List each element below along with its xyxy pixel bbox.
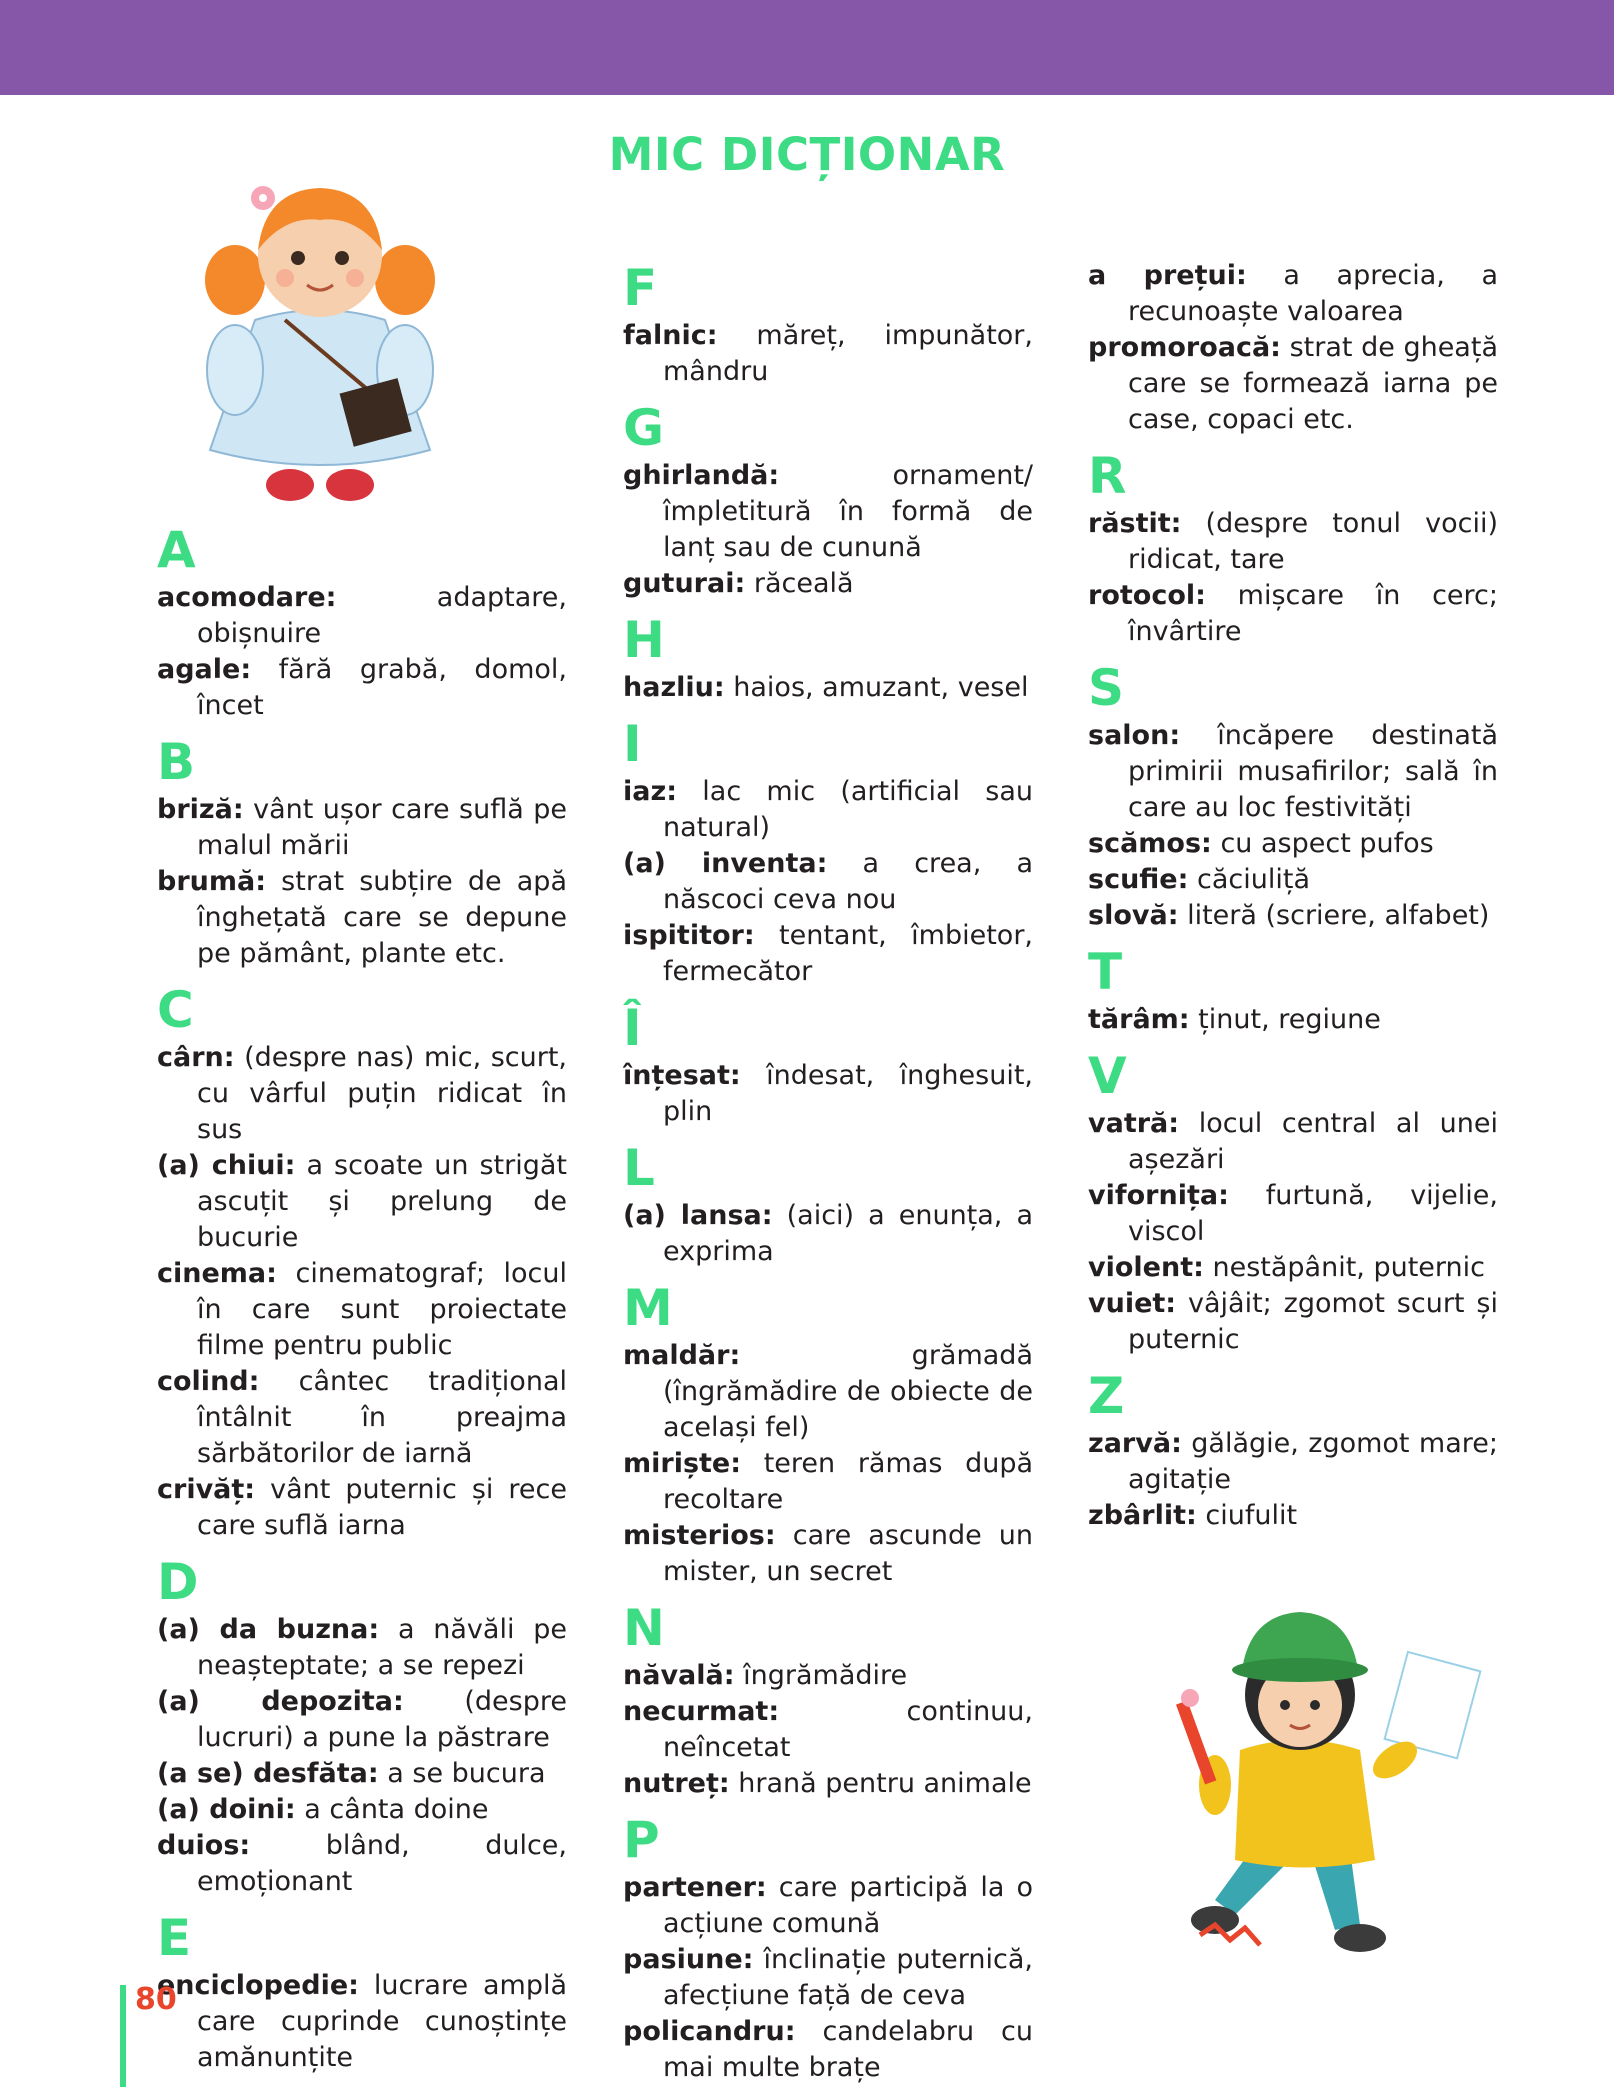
entry-term: guturai: [623,568,746,599]
entry-term: cârn: [157,1042,235,1073]
entry-definition: mișcare în cerc; învârtire [1128,580,1498,647]
entry-term: violent: [1088,1252,1204,1283]
letter-section [157,1908,567,2076]
entry-term: partener: [623,1872,767,1903]
section-letter: R [1088,447,1127,505]
section-letter: F [623,259,658,317]
entry-definition: vânt ușor care suflă pe malul mării [197,794,567,861]
entry-term: vifornița: [1088,1180,1229,1211]
entry-definition: a scoate un strigăt ascuțit și prelung de bucurie [197,1150,567,1253]
entry-definition: a se bucura [378,1758,546,1789]
dictionary-entry [623,1694,1033,1766]
section-letter: P [623,1811,660,1869]
page-title: MIC DICȚIONAR [608,128,1006,181]
letter-section [623,1278,1033,1590]
dictionary-entry [1088,506,1498,578]
letter-section [623,610,1033,706]
dictionary-entry [1088,898,1498,934]
section-letter: I [623,715,642,773]
entry-term: pasiune: [623,1944,754,1975]
entry-term: acomodare: [157,582,337,613]
girl-doll-illustration [195,170,445,505]
letter-section [157,1552,567,1900]
dictionary-entry [623,918,1033,990]
section-letter: E [157,1909,192,1967]
letter-section [157,732,567,972]
entry-term: zarvă: [1088,1428,1182,1459]
entry-term: vuiet: [1088,1288,1177,1319]
dictionary-entry [1088,862,1498,898]
entry-term: înțesat: [623,1060,741,1091]
letter-section [623,258,1033,390]
dictionary-entry [157,1792,567,1828]
entry-term: a prețui: [1088,260,1247,291]
entry-term: policandru: [623,2016,796,2047]
page-number-bar [120,1985,126,2087]
boy-with-pencil-illustration [1160,1600,1490,1970]
dictionary-entry [1088,1250,1498,1286]
letter-section [623,714,1033,990]
entry-term: misterios: [623,1520,776,1551]
section-letter: G [623,399,665,457]
dictionary-entry [157,1968,567,2076]
entry-term: hazliu: [623,672,725,703]
entry-term: crivăț: [157,1474,256,1505]
dictionary-entry [1088,1106,1498,1178]
dictionary-entry [623,1198,1033,1270]
entry-definition: răceală [745,568,854,599]
entry-term: falnic: [623,320,718,351]
dictionary-entry [1088,258,1498,330]
entry-term: vatră: [1088,1108,1180,1139]
entry-term: miriște: [623,1448,742,1479]
entry-definition: (despre nas) mic, scurt, cu vârful puțin ridicat în sus [197,1042,567,1145]
section-letter: C [157,981,194,1039]
dictionary-entry [157,1040,567,1148]
page-number: 80 [135,1982,177,2017]
dictionary-entry [623,318,1033,390]
dictionary-entry [157,1612,567,1684]
letter-section [1088,446,1498,650]
entry-term: răstit: [1088,508,1182,539]
entry-definition: locul central al unei așezări [1128,1108,1498,1175]
dictionary-entry [623,1942,1033,2014]
dictionary-entry [157,1364,567,1472]
entry-definition: (despre lucruri) a pune la păstrare [197,1686,567,1753]
entry-definition: căciuliță [1188,864,1310,895]
dictionary-entry [157,1684,567,1756]
entry-definition: candelabru cu mai multe brațe [663,2016,1033,2083]
section-letter: A [157,521,196,579]
dictionary-entry [623,1766,1033,1802]
entry-definition: adaptare, obișnuire [197,582,567,649]
entry-definition: care participă la o acțiune comună [663,1872,1033,1939]
entry-definition: cântec tradițional întâlnit în preajma sărbătorilor de iarnă [197,1366,567,1469]
entry-definition: tentant, îmbietor, fermecător [663,920,1033,987]
top-bar [0,0,1614,95]
letter-section [1088,1046,1498,1358]
entry-definition: îndesat, înghesuit, plin [663,1060,1033,1127]
entry-term: ispititor: [623,920,755,951]
dictionary-entry [157,792,567,864]
dictionary-entry [623,2014,1033,2086]
dictionary-entry [1088,718,1498,826]
entry-definition: vânt puternic și rece care suflă iarna [197,1474,567,1541]
entry-term: agale: [157,654,252,685]
entry-definition: strat subțire de apă înghețată care se depune pe pământ, plante etc. [197,866,567,969]
dictionary-entry [1088,1002,1498,1038]
section-letter: V [1088,1047,1127,1105]
entry-definition: grămadă (îngrămădire de obiecte de același fel) [663,1340,1033,1443]
entry-definition: strat de gheață care se formează iarna pe case, copaci etc. [1128,332,1498,435]
entry-term: (a) inventa: [623,848,828,879]
entry-definition: a năvăli pe neașteptate; a se repezi [197,1614,567,1681]
entry-definition: lac mic (artificial sau natural) [663,776,1033,843]
dictionary-entry [623,566,1033,602]
section-letter: H [623,611,665,669]
letter-section [623,398,1033,602]
dictionary-entry [1088,1498,1498,1534]
entry-definition: hrană pentru animale [729,1768,1032,1799]
entry-term: colind: [157,1366,260,1397]
dictionary-entry [1088,330,1498,438]
section-letter: T [1088,943,1123,1001]
letter-section [157,520,567,724]
dictionary-entry [623,1518,1033,1590]
dictionary-entry [1088,578,1498,650]
dictionary-entry [623,846,1033,918]
entry-definition: literă (scriere, alfabet) [1178,900,1490,931]
entry-term: zbârlit: [1088,1500,1197,1531]
entry-term: briză: [157,794,244,825]
dictionary-entry [157,1256,567,1364]
letter-section [623,1598,1033,1802]
dictionary-entry [157,1756,567,1792]
dictionary-entry [157,1148,567,1256]
dictionary-entry [623,774,1033,846]
entry-definition: înclinație puternică, afecțiune față de ceva [663,1944,1033,2011]
dictionary-column-2 [623,258,1033,2094]
entry-definition: a crea, a născoci ceva nou [663,848,1033,915]
entry-term: (a) doini: [157,1794,296,1825]
entry-definition: lucrare amplă care cuprinde cunoștințe amănunțite [197,1970,567,2073]
dictionary-column-1 [157,520,567,2084]
dictionary-entry [157,580,567,652]
entry-term: (a) lansa: [623,1200,773,1231]
dictionary-entry [1088,1178,1498,1250]
entry-definition: ciufulit [1196,1500,1298,1531]
entry-definition: (aici) a enunța, a exprima [663,1200,1033,1267]
dictionary-entry [1088,1286,1498,1358]
entry-definition: furtună, vijelie, viscol [1128,1180,1498,1247]
letter-section [1088,1366,1498,1534]
section-letter: L [623,1139,655,1197]
section-letter: M [623,1279,673,1337]
entry-definition: ținut, regiune [1189,1004,1381,1035]
dictionary-entry [623,1870,1033,1942]
entry-definition: nestăpânit, puternic [1203,1252,1485,1283]
entry-term: ghirlandă: [623,460,780,491]
dictionary-entry [623,1058,1033,1130]
dictionary-entry [1088,1426,1498,1498]
entry-term: scămos: [1088,828,1212,859]
entry-term: brumă: [157,866,267,897]
entry-term: necurmat: [623,1696,780,1727]
entry-definition: fără grabă, domol, încet [197,654,567,721]
section-letter: N [623,1599,665,1657]
dictionary-entry [623,1658,1033,1694]
entry-definition: încăpere destinată primirii musafirilor; sală în care au loc festivități [1128,720,1498,823]
entry-term: duios: [157,1830,251,1861]
entry-definition: a aprecia, a recunoaște valoarea [1128,260,1498,327]
entry-term: cinema: [157,1258,277,1289]
entry-definition: gălăgie, zgomot mare; agitație [1128,1428,1498,1495]
entry-term: salon: [1088,720,1181,751]
entry-term: enciclopedie: [157,1970,359,2001]
entry-definition: haios, amuzant, vesel [724,672,1029,703]
entry-definition: continuu, neîncetat [663,1696,1033,1763]
dictionary-entry [157,652,567,724]
letter-section [157,980,567,1544]
entry-definition: vâjâit; zgomot scurt și puternic [1128,1288,1498,1355]
entry-definition: ornament/împletitură în formă de lanț sau de cunună [663,460,1033,563]
entry-term: promoroacă: [1088,332,1281,363]
section-letter: S [1088,659,1125,717]
entry-definition: îngrămădire [734,1660,908,1691]
dictionary-entry [623,458,1033,566]
dictionary-entry [623,1446,1033,1518]
entry-term: tărâm: [1088,1004,1190,1035]
entry-definition: cu aspect pufos [1211,828,1434,859]
dictionary-column-3 [1088,258,1498,1542]
entry-term: (a) chiui: [157,1150,296,1181]
entry-definition: blând, dulce, emoționant [197,1830,567,1897]
entry-definition: cinematograf; locul în care sunt proiectate filme pentru public [197,1258,567,1361]
letter-section [1088,658,1498,934]
entry-term: slovă: [1088,900,1179,931]
letter-section [1088,942,1498,1038]
entry-term: iaz: [623,776,677,807]
entry-definition: care ascunde un mister, un secret [663,1520,1033,1587]
entry-term: rotocol: [1088,580,1206,611]
letter-section [1088,258,1498,438]
entry-term: năvală: [623,1660,735,1691]
entry-term: (a) depozita: [157,1686,404,1717]
dictionary-entry [623,670,1033,706]
entry-term: nutreț: [623,1768,730,1799]
dictionary-entry [157,1472,567,1544]
section-letter: Î [623,999,642,1057]
entry-term: (a) da buzna: [157,1614,380,1645]
letter-section [623,998,1033,1130]
entry-term: (a se) desfăta: [157,1758,379,1789]
entry-definition: măreț, impunător, mândru [663,320,1033,387]
entry-term: scufie: [1088,864,1189,895]
dictionary-entry [623,1338,1033,1446]
dictionary-entry [157,1828,567,1900]
entry-definition: (despre tonul vocii) ridicat, tare [1128,508,1498,575]
section-letter: Z [1088,1367,1125,1425]
section-letter: D [157,1553,199,1611]
dictionary-entry [157,864,567,972]
letter-section [623,1810,1033,2086]
entry-definition: teren rămas după recoltare [663,1448,1033,1515]
entry-definition: a cânta doine [295,1794,489,1825]
dictionary-entry [1088,826,1498,862]
entry-term: maldăr: [623,1340,741,1371]
section-letter: B [157,733,196,791]
letter-section [623,1138,1033,1270]
